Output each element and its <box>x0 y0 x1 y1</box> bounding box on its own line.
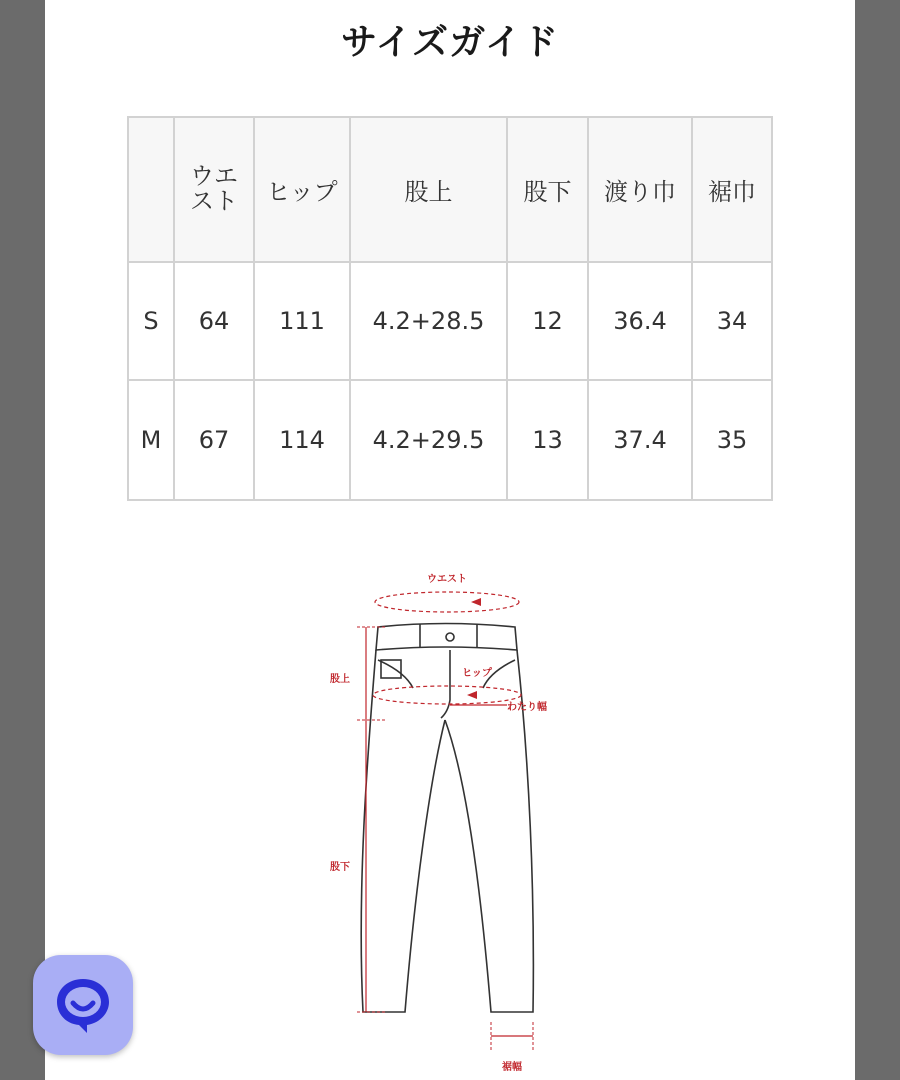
size-cell: S <box>128 262 174 380</box>
hem-cell: 34 <box>692 262 772 380</box>
hip-cell: 111 <box>254 262 350 380</box>
page <box>45 0 855 1080</box>
thigh-label: わたり幅 <box>507 702 547 713</box>
pants-outline <box>361 624 533 1013</box>
hip-arrow-icon <box>467 691 477 699</box>
waist-cell: 64 <box>174 262 254 380</box>
pants-diagram <box>245 560 645 1080</box>
header-cell-thigh: 渡り巾 <box>588 117 692 262</box>
rise-cell: 4.2+29.5 <box>350 380 507 500</box>
header-cell-hem: 裾巾 <box>692 117 772 262</box>
header-cell-hip: ヒップ <box>254 117 350 262</box>
thigh-cell: 36.4 <box>588 262 692 380</box>
size-table <box>127 116 773 501</box>
table-row <box>128 262 772 380</box>
hem-label: 裾幅 <box>502 1062 522 1073</box>
header-cell-inseam: 股下 <box>507 117 588 262</box>
waist-label: ウエスト <box>427 574 467 585</box>
header-waist-label: ウエスト <box>190 162 238 215</box>
table-header-row <box>128 117 772 262</box>
rise-label: 股上 <box>330 674 350 685</box>
rise-cell: 4.2+28.5 <box>350 262 507 380</box>
hip-label: ヒップ <box>462 668 492 679</box>
header-cell-waist <box>174 117 254 262</box>
chat-button[interactable] <box>33 955 133 1055</box>
header-cell-rise: 股上 <box>350 117 507 262</box>
size-cell: M <box>128 380 174 500</box>
header-cell-empty <box>128 117 174 262</box>
inseam-cell: 13 <box>507 380 588 500</box>
chat-bubble-icon <box>51 973 115 1037</box>
inseam-cell: 12 <box>507 262 588 380</box>
waist-measure-line <box>375 592 519 612</box>
table-row <box>128 380 772 500</box>
hip-measure-line <box>373 686 521 704</box>
page-title: サイズガイド <box>340 22 560 63</box>
waist-cell: 67 <box>174 380 254 500</box>
hip-cell: 114 <box>254 380 350 500</box>
hem-cell: 35 <box>692 380 772 500</box>
thigh-cell: 37.4 <box>588 380 692 500</box>
inseam-label: 股下 <box>330 862 350 873</box>
waist-arrow-icon <box>471 598 481 606</box>
